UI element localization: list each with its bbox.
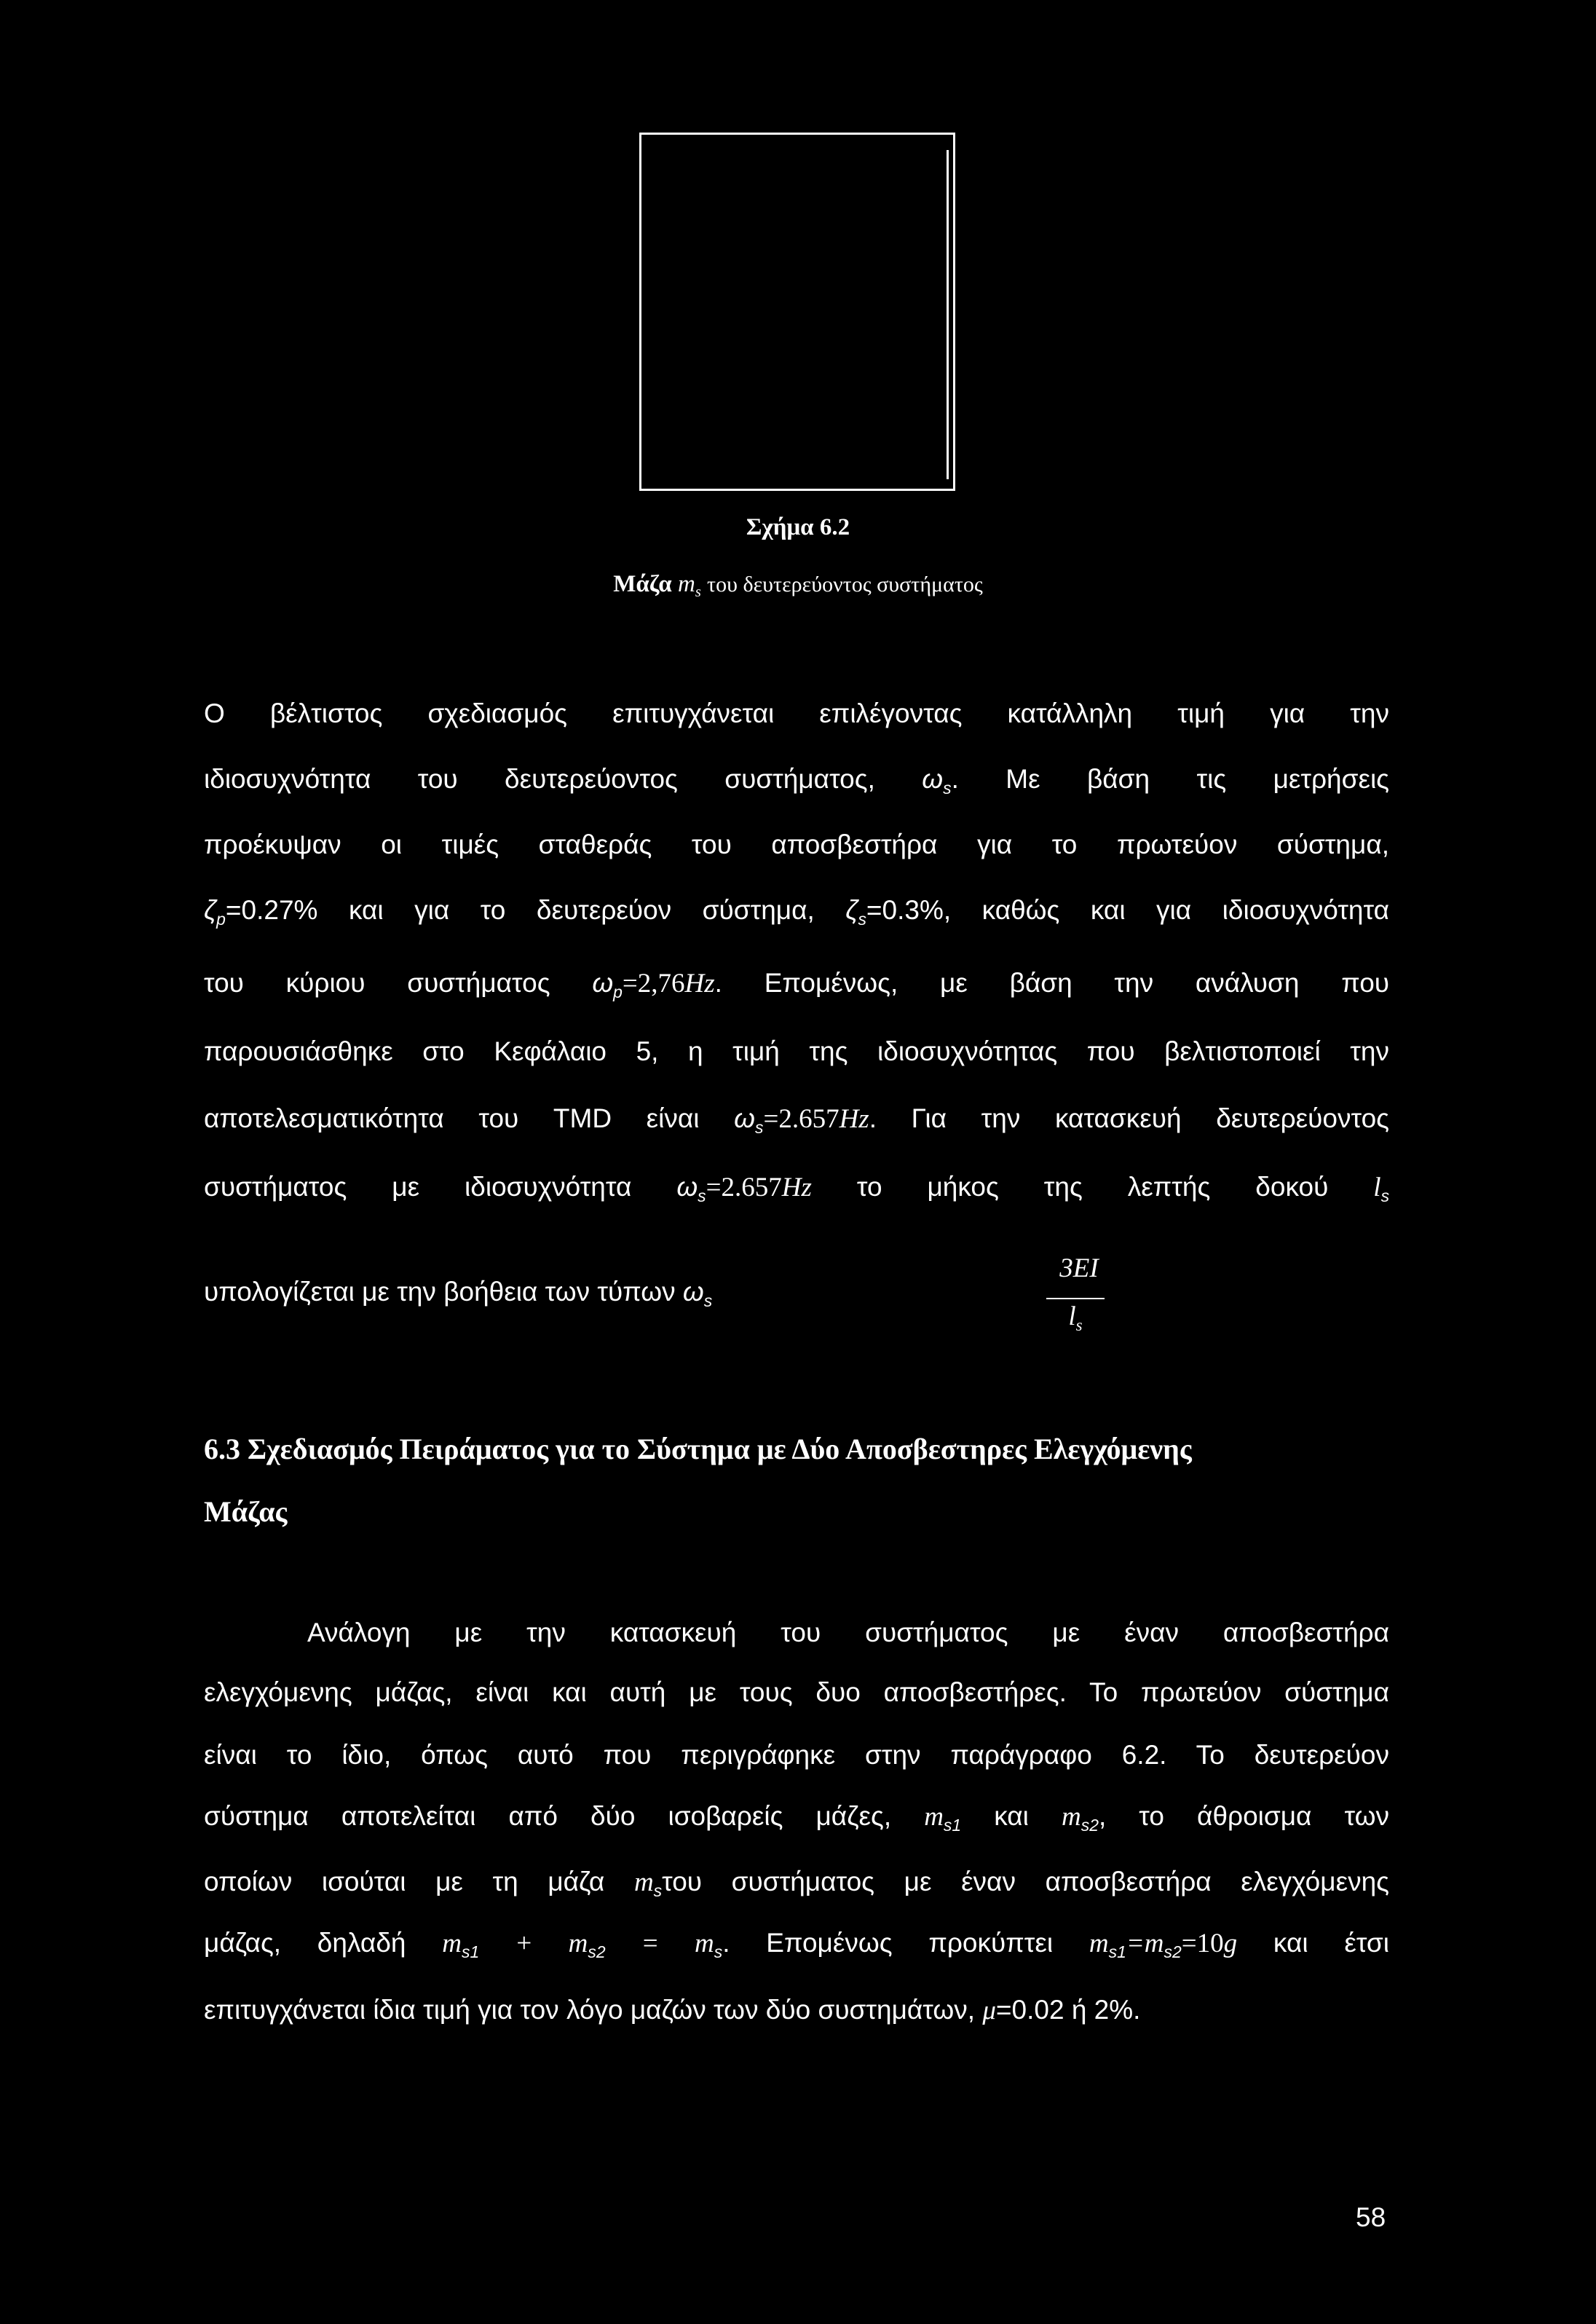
para1-line6: παρουσιάσθηκε στο Κεφάλαιο 5, η τιμή της ιδιοσυχνότητας που βελτιστοποιεί την <box>204 1036 1389 1066</box>
formula-denominator: $l_s$ <box>1068 1301 1083 1335</box>
para2-line5: οποίων ισούται με τη μάζα $m_s\tau o\upsilon$ συστήματος με έναν αποσβεστήρα ελεγχόμενης <box>204 1867 1389 1901</box>
para1-line8: συστήματος με ιδιοσυχνότητα $\omega_s=2.657Hz$ το μήκος της λεπτής δοκού $l_s$ <box>204 1172 1390 1206</box>
figure-caption-number: Σχήμα 6.2 <box>746 514 850 540</box>
para1-line7: αποτελεσματικότητα του TMD είναι $\omega_s=2.657Hz$. Για την κατασκευή δευτερεύοντος <box>204 1103 1389 1138</box>
formula-numerator: 3EI <box>1059 1253 1099 1283</box>
section-heading-line1: 6.3 Σχεδιασμός Πειράματος για το Σύστημα με Δύο Αποσβεστηρες Ελεγχόμενης <box>204 1433 1192 1465</box>
para2-line7: επιτυγχάνεται ίδια τιμή για τον λόγο μαζών των δύο συστημάτων, μ=0.02 ή 2%. <box>204 1995 1141 2025</box>
para1-line5: του κύριου συστήματος $\omega_p=2,76Hz$. Επομένως, με βάση την ανάλυση που <box>204 968 1390 1002</box>
figure-caption-title: Μάζα $m_s$ του δευτερεύοντος συστήματος <box>613 571 983 601</box>
para1-line9: υπολογίζεται με την βοήθεια των τύπων $\omega_s$ <box>204 1277 713 1311</box>
para2-line4: σύστημα αποτελείται από δύο ισοβαρείς μάζες, $m_{s1}$ και $m_{s2}$, το άθροισμα των <box>204 1801 1389 1835</box>
para1-line3: προέκυψαν οι τιμές σταθεράς του αποσβεστήρα για το πρωτεύον σύστημα, <box>204 830 1389 859</box>
para1-line1: Ο βέλτιστος σχεδιασμός επιτυγχάνεται επιλέγοντας κατάλληλη τιμή για την <box>204 698 1389 728</box>
page-number: 58 <box>1356 2202 1386 2232</box>
section-heading-line2: Μάζας <box>204 1495 288 1528</box>
figure-inner-edge <box>947 150 949 479</box>
figure-frame <box>639 133 955 491</box>
para2-line3: είναι το ίδιο, όπως αυτό που περιγράφηκε στην παράγραφο 6.2. Το δευτερεύον <box>204 1740 1389 1770</box>
para1-line2: ιδιοσυχνότητα του δευτερεύοντος συστήματος, $\omega_s$. Με βάση τις μετρήσεις <box>204 764 1390 798</box>
formula-fraction-bar <box>1046 1298 1105 1299</box>
para2-line1: Ανάλογη με την κατασκευή του συστήματος με έναν αποσβεστήρα <box>307 1618 1389 1647</box>
para2-line6: μάζας, δηλαδή $m_{s1} + m_{s2} = m_s$. Επομένως προκύπτει $m_{s1}=m_{s2}=10g$ και έτσι <box>204 1928 1389 1962</box>
para1-line4: $\zeta_p=0.27\%$ και για το δευτερεύον σύστημα, $\zeta_s=0.3\%$, καθώς και για ιδιοσυχνότητα <box>204 895 1389 929</box>
para2-line2: ελεγχόμενης μάζας, είναι και αυτή με τους δυο αποσβεστήρες. Το πρωτεύον σύστημα <box>204 1677 1389 1707</box>
